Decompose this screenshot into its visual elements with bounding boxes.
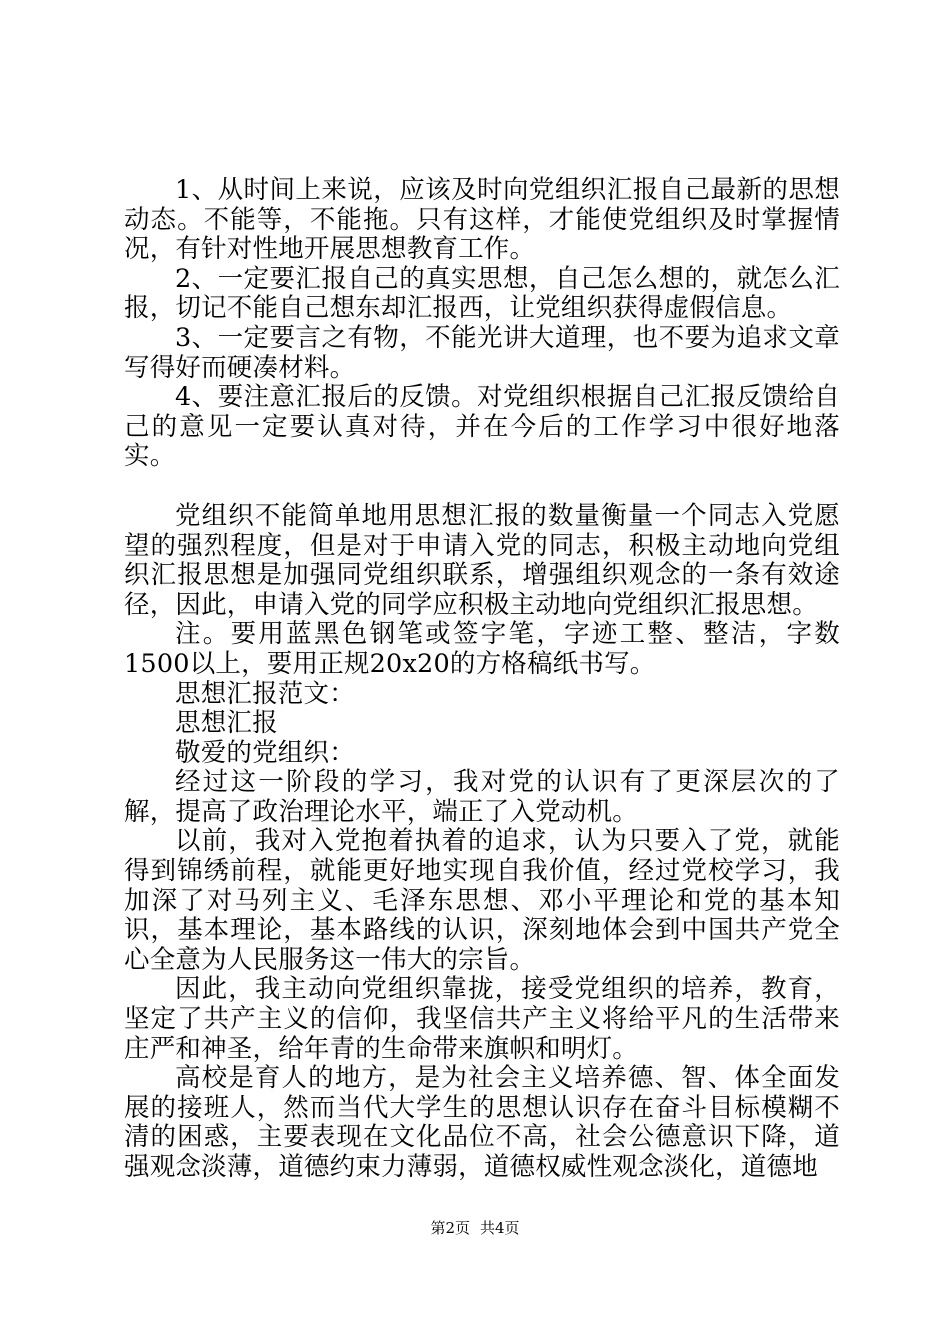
- page-number: 第2页: [430, 1219, 470, 1237]
- paragraph-4: 4、要注意汇报后的反馈。对党组织根据自己汇报反馈给自己的意见一定要认真对待，并在今后的工作学习中很好地落实。: [124, 382, 840, 472]
- paragraph-1: 1、从时间上来说，应该及时向党组织汇报自己最新的思想动态。不能等，不能拖。只有这样，才能使党组织及时掌握情况，有针对性地开展思想教育工作。: [124, 175, 840, 265]
- paragraph-note: 注。要用蓝黑色钢笔或签字笔，字迹工整、整洁，字数1500以上，要用正规20x20的方格稿纸书写。: [124, 619, 840, 679]
- page-total: 共4页: [480, 1219, 520, 1237]
- paragraph-8: 因此，我主动向党组织靠拢，接受党组织的培养，教育，坚定了共产主义的信仰，我坚信共产主义将给平凡的生活带来庄严和神圣，给年青的生命带来旗帜和明灯。: [124, 974, 840, 1064]
- paragraph-spacer: [124, 472, 840, 502]
- page-footer: [0, 1218, 950, 1238]
- paragraph-5: 党组织不能简单地用思想汇报的数量衡量一个同志入党愿望的强烈程度，但是对于申请入党的同志，积极主动地向党组织汇报思想是加强同党组织联系，增强组织观念的一条有效途径，因此，申请入党的同学应积极主动地向党组织汇报思想。: [124, 500, 840, 620]
- report-title: 思想汇报: [175, 708, 278, 739]
- paragraph-2: 2、一定要汇报自己的真实思想，自己怎么想的，就怎么汇报，切记不能自己想东却汇报西，让党组织获得虚假信息。: [124, 263, 840, 324]
- document-body: [124, 176, 840, 1183]
- paragraph-6: 经过这一阶段的学习，我对党的认识有了更深层次的了解，提高了政治理论水平，端正了入党动机。: [124, 767, 840, 827]
- salutation: 敬爱的党组织：: [175, 737, 355, 768]
- paragraph-9: 高校是育人的地方，是为社会主义培养德、智、体全面发展的接班人，然而当代大学生的思想认识存在奋斗目标模糊不清的困惑，主要表现在文化品位不高，社会公德意识下降，道强观念淡薄，道德约束力薄弱，道德权威性观念淡化，道德地: [124, 1063, 840, 1182]
- sample-heading: 思想汇报范文：: [175, 678, 355, 709]
- paragraph-7: 以前，我对入党抱着执着的追求，认为只要入了党，就能得到锦绣前程，就能更好地实现自我价值，经过党校学习，我加深了对马列主义、毛泽东思想、邓小平理论和党的基本知识，基本理论，基本路线的认识，深刻地体会到中国共产党全心全意为人民服务这一伟大的宗旨。: [124, 826, 840, 975]
- paragraph-3: 3、一定要言之有物，不能光讲大道理，也不要为追求文章写得好而硬凑材料。: [124, 322, 840, 383]
